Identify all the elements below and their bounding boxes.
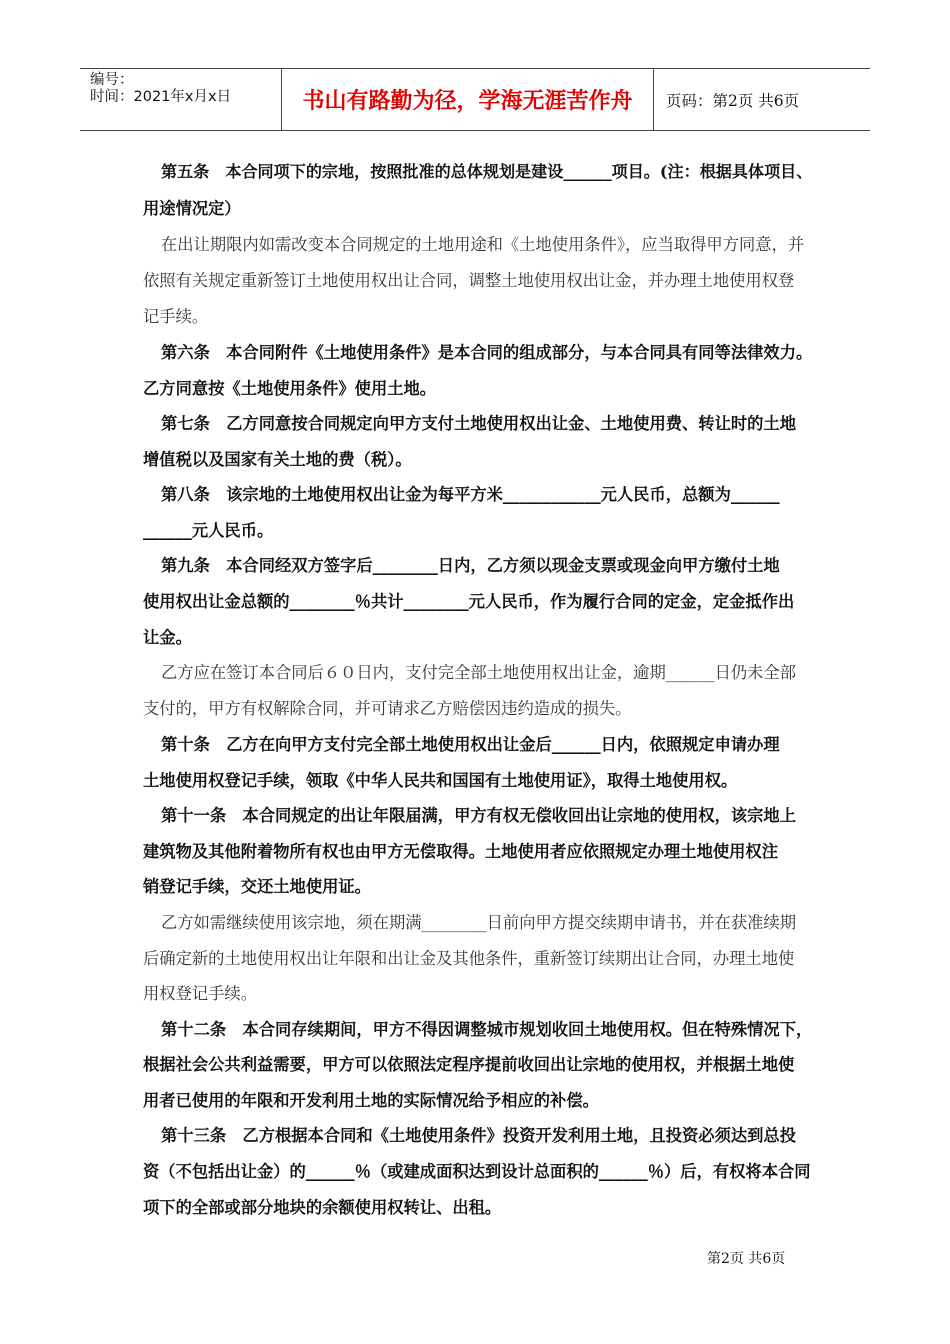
article-8-line: ______元人民币。 bbox=[143, 521, 274, 540]
article-13-line: 项下的全部或部分地块的余额使用权转让、出租。 bbox=[143, 1198, 502, 1217]
article-5-para: 依照有关规定重新签订土地使用权出让合同，调整土地使用权出让金，并办理土地使用权登 bbox=[143, 271, 795, 290]
article-5-line: 第五条 本合同项下的宗地，按照批准的总体规划是建设______项目。(注：根据具体项目、 bbox=[161, 162, 813, 181]
page-header bbox=[80, 68, 870, 131]
time-label: 时间：2021年x月x日 bbox=[90, 89, 232, 105]
header-divider bbox=[653, 69, 654, 130]
article-9-para: 乙方应在签订本合同后６０日内，支付完全部土地使用权出让金，逾期______日仍未全部 bbox=[161, 663, 796, 682]
article-11-line: 第十一条 本合同规定的出让年限届满，甲方有权无偿收回出让宗地的使用权，该宗地上 bbox=[161, 806, 796, 825]
article-12-line: 第十二条 本合同存续期间，甲方不得因调整城市规划收回土地使用权。但在特殊情况下， bbox=[161, 1020, 813, 1039]
article-5-para: 在出让期限内如需改变本合同规定的土地用途和《土地使用条件》，应当取得甲方同意，并 bbox=[161, 235, 805, 254]
page-footer: 第2页 共6页 bbox=[707, 1251, 786, 1267]
article-11-para: 后确定新的土地使用权出让年限和出让金及其他条件，重新签订续期出让合同，办理土地使 bbox=[143, 949, 795, 968]
article-5-line: 用途情况定） bbox=[143, 199, 241, 218]
article-7-line: 第七条 乙方同意按合同规定向甲方支付土地使用权出让金、土地使用费、转让时的土地 bbox=[161, 414, 796, 433]
header-meta bbox=[80, 69, 281, 130]
article-9-para: 支付的，甲方有权解除合同，并可请求乙方赔偿因违约造成的损失。 bbox=[143, 699, 632, 718]
article-5-para: 记手续。 bbox=[143, 307, 209, 326]
article-9-line: 让金。 bbox=[143, 628, 192, 647]
article-11-para: 乙方如需继续使用该宗地，须在期满________日前向甲方提交续期申请书，并在获准续期 bbox=[161, 913, 796, 932]
article-9-line: 使用权出让金总额的________％共计________元人民币，作为履行合同的定金，定金抵作出 bbox=[143, 592, 795, 611]
article-7-line: 增值税以及国家有关土地的费（税）。 bbox=[143, 450, 412, 469]
header-motto: 书山有路勤为径，学海无涯苦作舟 bbox=[302, 89, 633, 114]
article-13-line: 第十三条 乙方根据本合同和《土地使用条件》投资开发利用土地，且投资必须达到总投 bbox=[161, 1126, 796, 1145]
article-8-line: 第八条 该宗地的土地使用权出让金为每平方米____________元人民币，总额为______ bbox=[161, 485, 780, 504]
article-6-line: 乙方同意按《土地使用条件》使用土地。 bbox=[143, 379, 437, 398]
article-9-line: 第九条 本合同经双方签字后________日内，乙方须以现金支票或现金向甲方缴付土地 bbox=[161, 556, 780, 575]
article-11-line: 销登记手续，交还土地使用证。 bbox=[143, 877, 371, 896]
article-12-line: 用者已使用的年限和开发利用土地的实际情况给予相应的补偿。 bbox=[143, 1091, 599, 1110]
article-13-line: 资（不包括出让金）的______％（或建成面积达到设计总面积的______％）后，有权将本合同 bbox=[143, 1162, 811, 1181]
number-label: 编号： bbox=[90, 72, 134, 88]
page-number-label: 页码：第2页 共6页 bbox=[666, 91, 800, 110]
article-11-para: 用权登记手续。 bbox=[143, 984, 257, 1003]
article-10-line: 土地使用权登记手续，领取《中华人民共和国国有土地使用证》，取得土地使用权。 bbox=[143, 771, 738, 790]
article-6-line: 第六条 本合同附件《土地使用条件》是本合同的组成部分，与本合同具有同等法律效力。 bbox=[161, 343, 813, 362]
article-11-line: 建筑物及其他附着物所有权也由甲方无偿取得。土地使用者应依照规定办理土地使用权注 bbox=[143, 842, 778, 861]
article-10-line: 第十条 乙方在向甲方支付完全部土地使用权出让金后______日内，依照规定申请办理 bbox=[161, 735, 780, 754]
article-12-line: 根据社会公共利益需要，甲方可以依照法定程序提前收回出让宗地的使用权，并根据土地使 bbox=[143, 1055, 795, 1074]
